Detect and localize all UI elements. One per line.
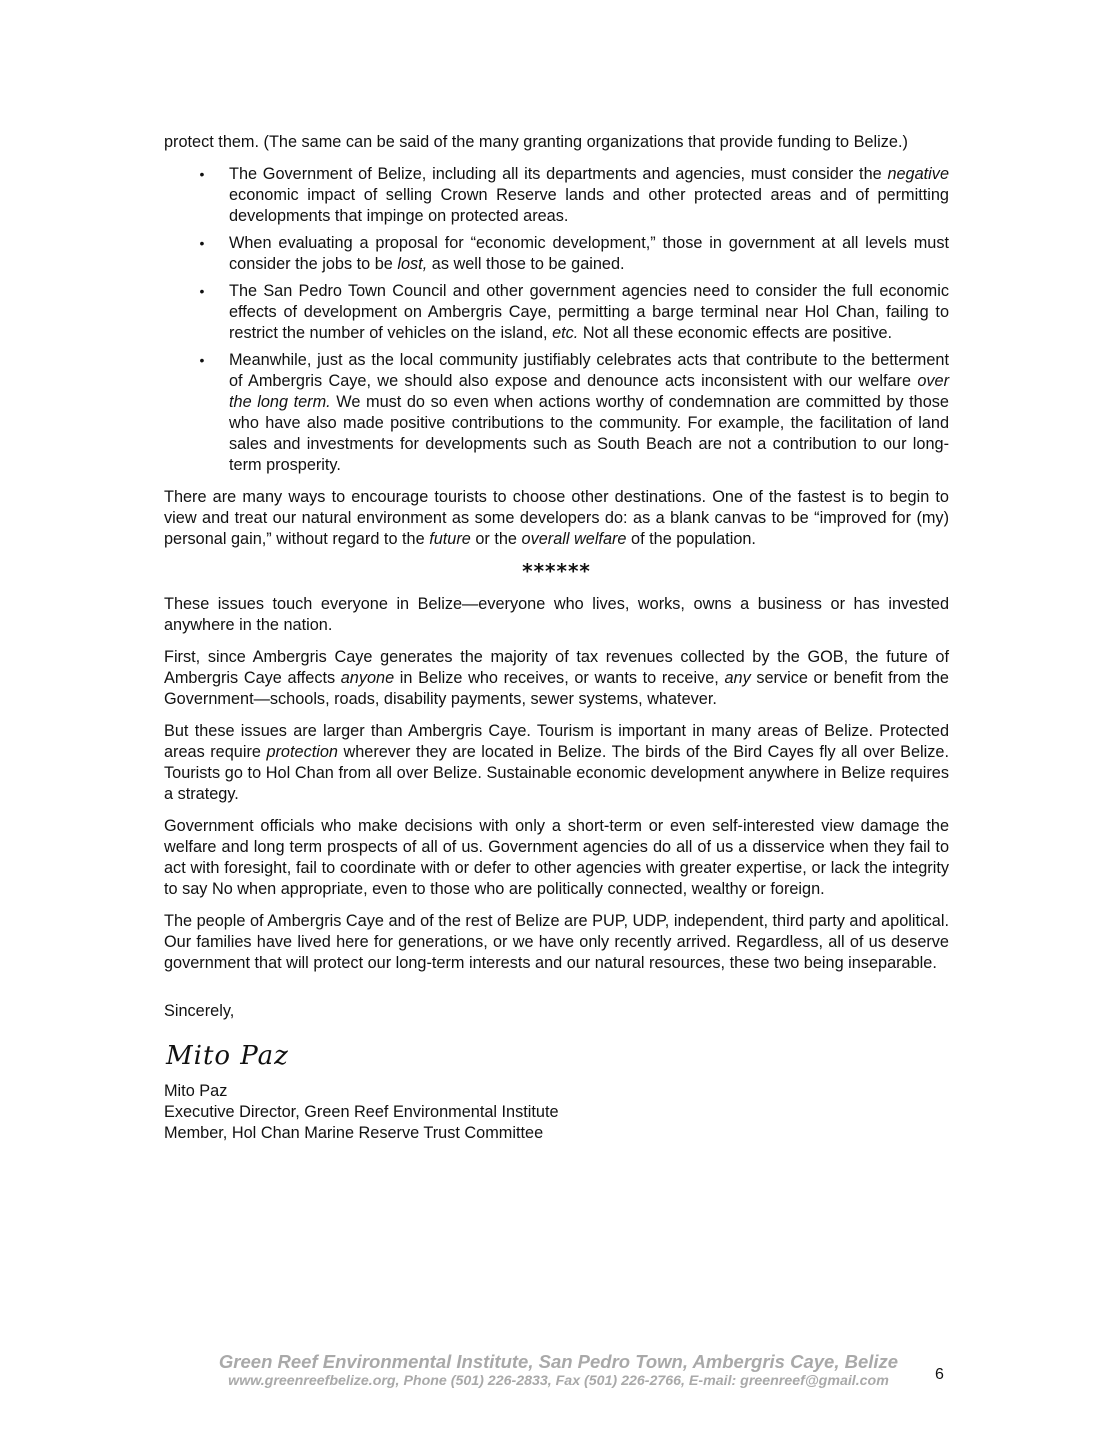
paragraph-intro: protect them. (The same can be said of the many granting organizations that provide funding to Belize.) bbox=[164, 133, 908, 151]
signer-membership: Member, Hol Chan Marine Reserve Trust Committee bbox=[164, 1124, 544, 1142]
bullet-icon: • bbox=[199, 166, 205, 182]
paragraph-first: First, since Ambergris Caye generates the majority of tax revenues collected by the GOB, the future of Ambergris Caye affects anyone in Belize who receives, or wants to receive, any service or benefit from the Government—schools, roads, disability payments, sewer systems, whatever. bbox=[164, 648, 949, 708]
paragraph-larger: But these issues are larger than Ambergris Caye. Tourism is important in many areas of Belize. Protected areas require protection wherever they are located in Belize. The birds of the Bird Cayes fly all over Belize. Tourists go to Hol Chan from all over Belize. Sustainable economic development anywhere in Belize requires a strategy. bbox=[164, 722, 949, 803]
paragraph-tourists: There are many ways to encourage tourists to choose other destinations. One of the fastest is to begin to view and treat our natural environment as some developers do: as a blank canvas to be “improved for (my) personal gain,” without regard to the future or the overall welfare of the population. bbox=[164, 488, 949, 548]
footer-contact: www.greenreefbelize.org, Phone (501) 226-2833, Fax (501) 226-2766, E-mail: greenreef@gmail.com bbox=[228, 1373, 889, 1389]
footer-organization: Green Reef Environmental Institute, San Pedro Town, Ambergris Caye, Belize bbox=[218, 1351, 899, 1372]
paragraph-issues: These issues touch everyone in Belize—everyone who lives, works, owns a business or has invested anywhere in the nation. bbox=[164, 595, 949, 634]
list-item: • The Government of Belize, including all its departments and agencies, must consider the negative economic impact of selling Crown Reserve lands and other protected areas and of permitting developments that impinge on protected areas. bbox=[164, 164, 949, 227]
section-separator: ****** bbox=[522, 559, 591, 583]
paragraph-people: The people of Ambergris Caye and of the rest of Belize are PUP, UDP, independent, third party and apolitical. Our families have lived here for generations, or we have only recently arrived. Regardless, all of us deserve government that will protect our long-term interests and our natural resources, these two being inseparable. bbox=[164, 912, 949, 972]
page-number: 6 bbox=[935, 1366, 944, 1383]
signer-name: Mito Paz bbox=[164, 1082, 228, 1100]
list-item: • The San Pedro Town Council and other government agencies need to consider the full economic effects of development on Ambergris Caye, permitting a barge terminal near Hol Chan, failing to restrict the number of vehicles on the island, etc. Not all these economic effects are positive. bbox=[164, 281, 949, 344]
letter-body bbox=[164, 132, 949, 1144]
list-item: • Meanwhile, just as the local community justifiably celebrates acts that contribute to the betterment of Ambergris Caye, we should also expose and denounce acts inconsistent with our welfare over the long term. We must do so even when actions worthy of condemnation are committed by those who have also made positive contributions to the community. For example, the facilitation of land sales and investments for developments such as South Beach are not a contribution to our long-term prosperity. bbox=[164, 350, 949, 476]
salutation: Sincerely, bbox=[164, 1002, 235, 1020]
bullet-icon: • bbox=[199, 352, 205, 368]
signature-block bbox=[164, 1081, 949, 1144]
paragraph-officials: Government officials who make decisions with only a short-term or even self-interested view damage the welfare and long term prospects of all of us. Government agencies do all of us a disservice when they fail to act with foresight, fail to coordinate with or defer to other agencies with greater expertise, or lack the integrity to say No when appropriate, even to those who are politically connected, wealthy or foreign. bbox=[164, 817, 949, 898]
bullet-icon: • bbox=[199, 235, 205, 251]
list-item: • When evaluating a proposal for “economic development,” those in government at all levels must consider the jobs to be lost, as well those to be gained. bbox=[164, 233, 949, 275]
bullet-icon: • bbox=[199, 283, 205, 299]
handwritten-signature: Mito Paz bbox=[166, 1041, 289, 1071]
recommendations-list bbox=[164, 164, 949, 476]
signer-title: Executive Director, Green Reef Environmental Institute bbox=[164, 1103, 559, 1121]
